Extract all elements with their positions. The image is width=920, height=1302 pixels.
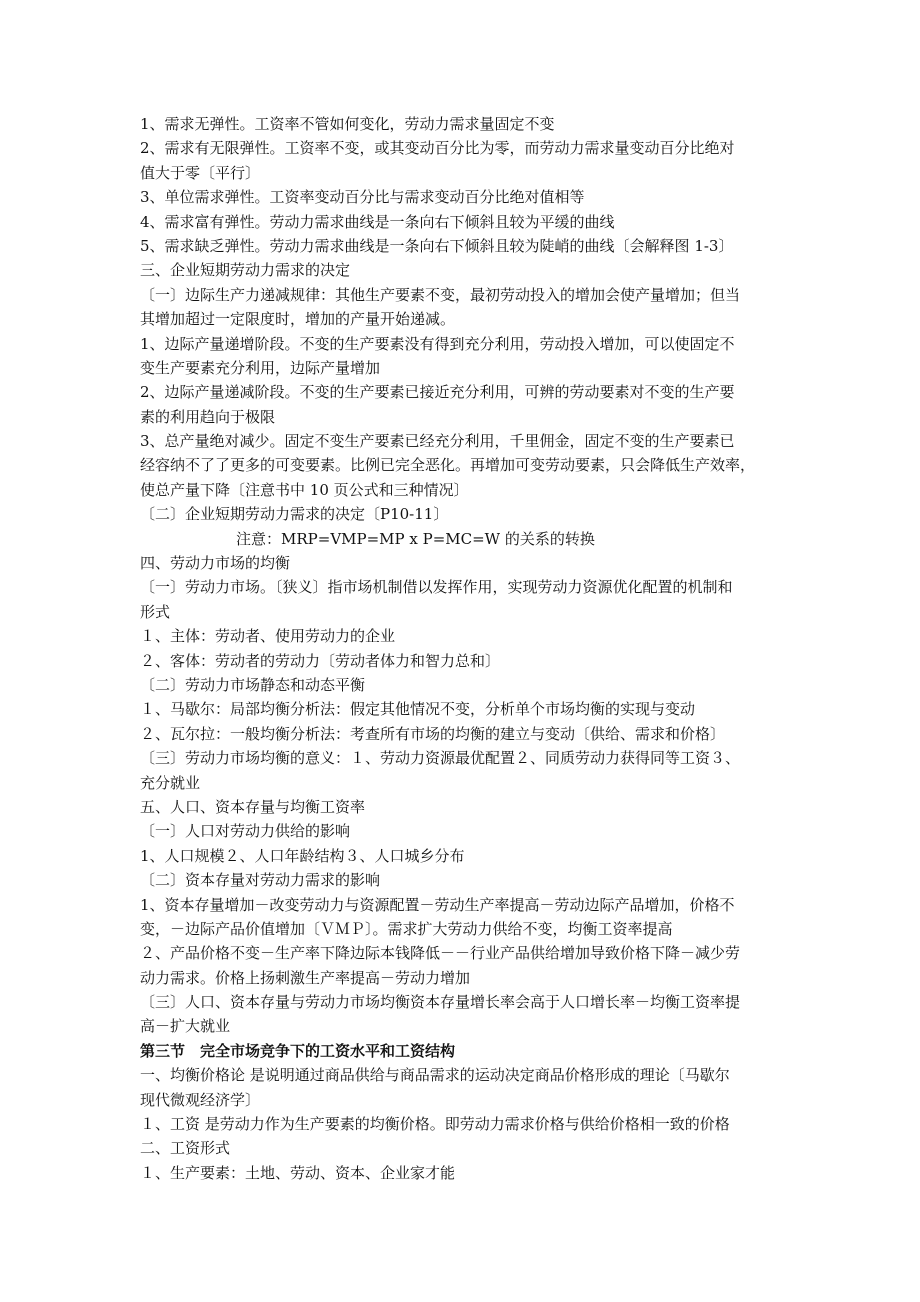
- text-line: １、主体：劳动者、使用劳动力的企业: [140, 627, 396, 646]
- text-line: 3、单位需求弹性。工资率变动百分比与需求变动百分比绝对值相等: [140, 188, 585, 207]
- text-line: 动力需求。价格上扬刺激生产率提高－劳动力增加: [140, 968, 471, 987]
- text-line: 〔一〕劳动力市场。〔狭义〕指市场机制借以发挥作用，实现劳动力资源优化配置的机制和: [140, 578, 733, 597]
- text-line: 变生产要素充分利用，边际产量增加: [140, 358, 381, 377]
- text-line: ２、瓦尔拉：一般均衡分析法：考查所有市场的均衡的建立与变动〔供给、需求和价格〕: [140, 724, 726, 743]
- section-heading: 五、人口、资本存量与均衡工资率: [140, 797, 366, 816]
- chapter-section-title: 第三节 完全市场竞争下的工资水平和工资结构: [140, 1041, 456, 1060]
- text-line: 其增加超过一定限度时，增加的产量开始递减。: [140, 310, 456, 329]
- text-line: 充分就业: [140, 773, 201, 792]
- section-heading: 四、劳动力市场的均衡: [140, 554, 291, 573]
- text-line: 〔三〕人口、资本存量与劳动力市场均衡资本存量增长率会高于人口增长率－均衡工资率提: [140, 993, 741, 1012]
- text-line: 1、人口规模２、人口年龄结构３、人口城乡分布: [140, 846, 465, 865]
- text-line: 〔三〕劳动力市场均衡的意义：１、劳动力资源最优配置２、同质劳动力获得同等工资３、: [140, 749, 741, 768]
- text-line: 使总产量下降〔注意书中 10 页公式和三种情况〕: [140, 480, 469, 499]
- text-line: 〔一〕边际生产力递减规律：其他生产要素不变，最初劳动投入的增加会使产量增加；但当: [140, 285, 741, 304]
- formula-note: 注意：MRP=VMP=MP x P=MC=W 的关系的转换: [236, 529, 595, 548]
- text-line: 〔二〕资本存量对劳动力需求的影响: [140, 871, 381, 890]
- text-line: 〔一〕人口对劳动力供给的影响: [140, 822, 351, 841]
- section-heading: 二、工资形式: [140, 1139, 231, 1158]
- text-line: 4、需求富有弹性。劳动力需求曲线是一条向右下倾斜且较为平缓的曲线: [140, 212, 615, 231]
- text-line: 1、需求无弹性。工资率不管如何变化，劳动力需求量固定不变: [140, 115, 555, 133]
- text-line: ２、客体：劳动者的劳动力〔劳动者体力和智力总和〕: [140, 651, 501, 670]
- text-line: 5、需求缺乏弹性。劳动力需求曲线是一条向右下倾斜且较为陡峭的曲线〔会解释图 1-3〕: [140, 236, 734, 255]
- text-line: 经容纳不了了更多的可变要素。比例已完全恶化。再增加可变劳动要素，只会降低生产效率，: [140, 456, 756, 475]
- text-line: 1、资本存量增加－改变劳动力与资源配置－劳动生产率提高－劳动边际产品增加，价格不: [140, 895, 735, 914]
- text-line: 值大于零〔平行〕: [140, 163, 261, 182]
- document-page: [140, 112, 790, 1185]
- text-line: 〔二〕企业短期劳动力需求的决定〔P10-11〕: [140, 505, 449, 524]
- text-line: 变，－边际产品价值增加〔ＶＭＰ〕。需求扩大劳动力供给不变，均衡工资率提高: [140, 919, 673, 938]
- text-line: 素的利用趋向于极限: [140, 407, 276, 426]
- section-heading: 三、企业短期劳动力需求的决定: [140, 261, 351, 280]
- text-line: ２、产品价格不变－生产率下降边际本钱降低－－行业产品供给增加导致价格下降－减少劳: [140, 944, 741, 963]
- text-line: 形式: [140, 602, 171, 621]
- text-line: 2、边际产量递减阶段。不变的生产要素已接近充分利用，可辨的劳动要素对不变的生产要: [140, 383, 735, 402]
- text-line: 高－扩大就业: [140, 1017, 231, 1036]
- text-line: 3、总产量绝对减少。固定不变生产要素已经充分利用，千里佣金，固定不变的生产要素已: [140, 432, 735, 451]
- text-line: 2、需求有无限弹性。工资率不变，或其变动百分比为零，而劳动力需求量变动百分比绝对: [140, 139, 735, 158]
- text-line: １、生产要素：土地、劳动、资本、企业家才能: [140, 1163, 456, 1182]
- text-line: １、马歇尔：局部均衡分析法：假定其他情况不变，分析单个市场均衡的实现与变动: [140, 700, 696, 719]
- text-line: １、工资 是劳动力作为生产要素的均衡价格。即劳动力需求价格与供给价格相一致的价格: [140, 1115, 730, 1134]
- text-line: 一、均衡价格论 是说明通过商品供给与商品需求的运动决定商品价格形成的理论〔马歇尔: [140, 1066, 730, 1085]
- text-line: 〔二〕劳动力市场静态和动态平衡: [140, 675, 366, 694]
- text-line: 现代微观经济学〕: [140, 1090, 261, 1109]
- text-line: 1、边际产量递增阶段。不变的生产要素没有得到充分利用，劳动投入增加，可以使固定不: [140, 334, 735, 353]
